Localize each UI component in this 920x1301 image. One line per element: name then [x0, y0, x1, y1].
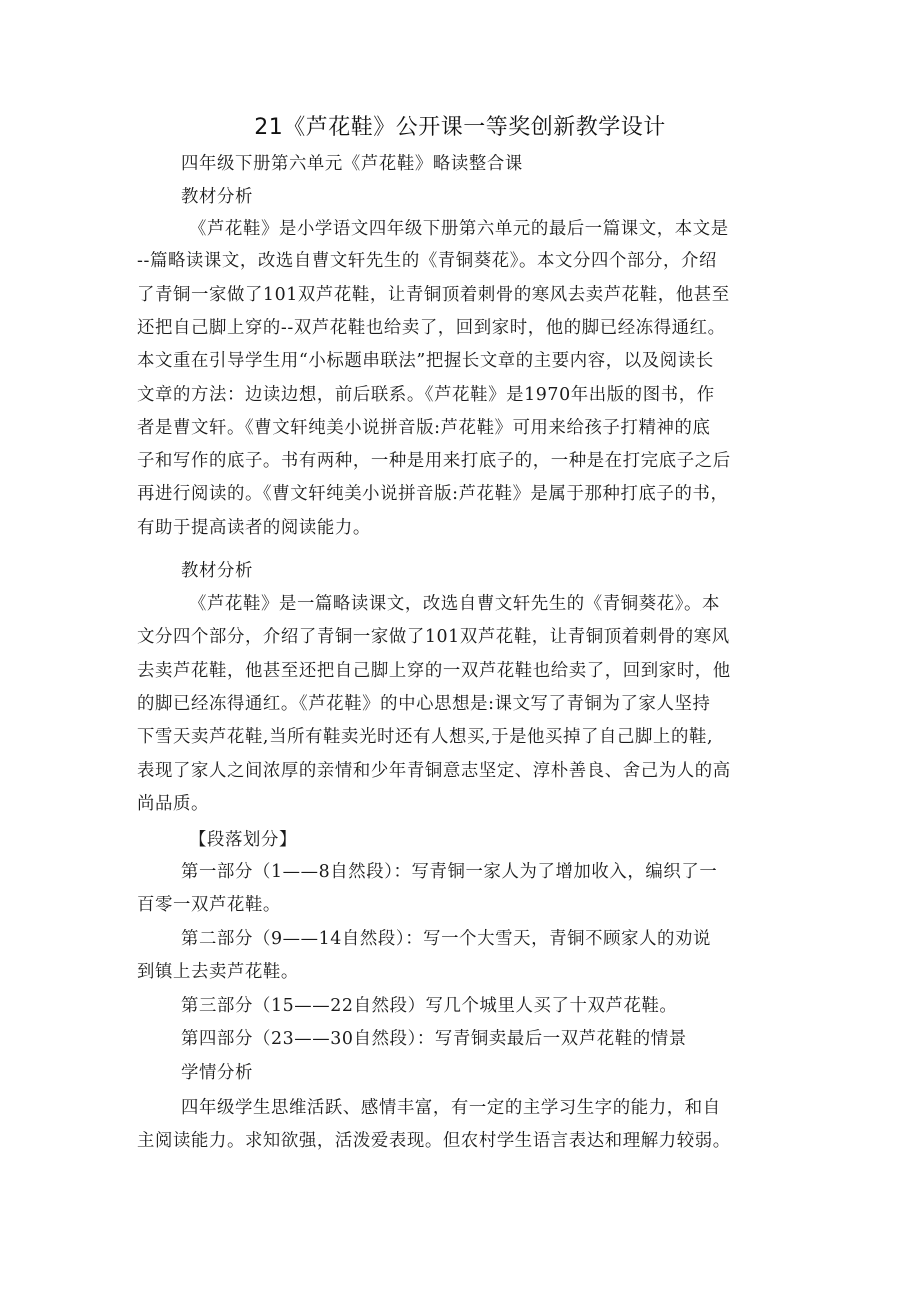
paragraph-line: 了青铜一家做了101双芦花鞋，让青铜顶着刺骨的寒风去卖芦花鞋，他甚至 — [137, 285, 730, 305]
paragraph-line: 第三部分（15——22自然段）写几个城里人买了十双芦花鞋。 — [181, 996, 678, 1016]
paragraph-line: 的脚已经冻得通红。《芦花鞋》的中心思想是:课文写了青铜为了家人坚持 — [137, 694, 711, 714]
paragraph-line: 第四部分（23——30自然段）：写青铜卖最后一双芦花鞋的情景 — [181, 1029, 687, 1049]
paragraph-line: 第二部分（9——14自然段）：写一个大雪天，青铜不顾家人的劝说 — [181, 929, 712, 949]
section-heading: 学情分析 — [181, 1063, 253, 1083]
subtitle-line: 四年级下册第六单元《芦花鞋》略读整合课 — [181, 154, 523, 174]
paragraph-line: 有助于提高读者的阅读能力。 — [137, 518, 371, 538]
paragraph-line: 文章的方法：边读边想，前后联系。《芦花鞋》是1970年出版的图书，作 — [137, 385, 715, 405]
paragraph-line: 主阅读能力。求知欲强，活泼爱表现。但农村学生语言表达和理解力较弱。 — [137, 1131, 731, 1151]
paragraph-line: 第一部分（1——8自然段）：写青铜一家人为了增加收入，编织了一 — [181, 862, 718, 882]
paragraph-line: 文分四个部分，介绍了青铜一家做了101双芦花鞋，让青铜顶着刺骨的寒风 — [137, 627, 730, 647]
paragraph-line: 尚品质。 — [137, 794, 209, 814]
paragraph-line: 再进行阅读的。《曹文轩纯美小说拼音版:芦花鞋》是属于那种打底子的书， — [137, 484, 729, 504]
paragraph-line: 百零一双芦花鞋。 — [137, 895, 281, 915]
paragraph-line: 下雪天卖芦花鞋,当所有鞋卖光时还有人想买,于是他买掉了自己脚上的鞋, — [137, 727, 714, 747]
paragraph-line: 者是曹文轩。《曹文轩纯美小说拼音版:芦花鞋》可用来给孩子打精神的底 — [137, 418, 711, 438]
section-heading: 教材分析 — [181, 187, 253, 207]
paragraph-line: 四年级学生思维活跃、感情丰富，有一定的主学习生字的能力，和自 — [181, 1098, 721, 1118]
section-heading: 教材分析 — [181, 561, 253, 581]
paragraph-line: 表现了家人之间浓厚的亲情和少年青铜意志坚定、淳朴善良、舍己为人的高 — [137, 761, 731, 781]
paragraph-line: 《芦花鞋》是小学语文四年级下册第六单元的最后一篇课文，本文是 — [189, 219, 729, 239]
paragraph-line: 到镇上去卖芦花鞋。 — [137, 962, 299, 982]
paragraph-line: 还把自己脚上穿的--双芦花鞋也给卖了，回到家时，他的脚已经冻得通红。 — [137, 318, 726, 338]
paragraph-line: 本文重在引导学生用“小标题串联法”把握长文章的主要内容，以及阅读长 — [137, 351, 714, 371]
document-title: 21《芦花鞋》公开课一等奖创新教学设计 — [254, 115, 666, 140]
paragraph-line: --篇略读课文，改选自曹文轩先生的《青铜葵花》。本文分四个部分，介绍 — [137, 251, 717, 271]
section-heading: 【段落划分】 — [189, 830, 297, 850]
paragraph-line: 《芦花鞋》是一篇略读课文，改选自曹文轩先生的《青铜葵花》。本 — [189, 594, 721, 614]
paragraph-line: 去卖芦花鞋，他甚至还把自己脚上穿的一双芦花鞋也给卖了，回到家时，他 — [137, 661, 731, 681]
paragraph-line: 子和写作的底子。书有两种，一种是用来打底子的，一种是在打完底子之后 — [137, 451, 731, 471]
